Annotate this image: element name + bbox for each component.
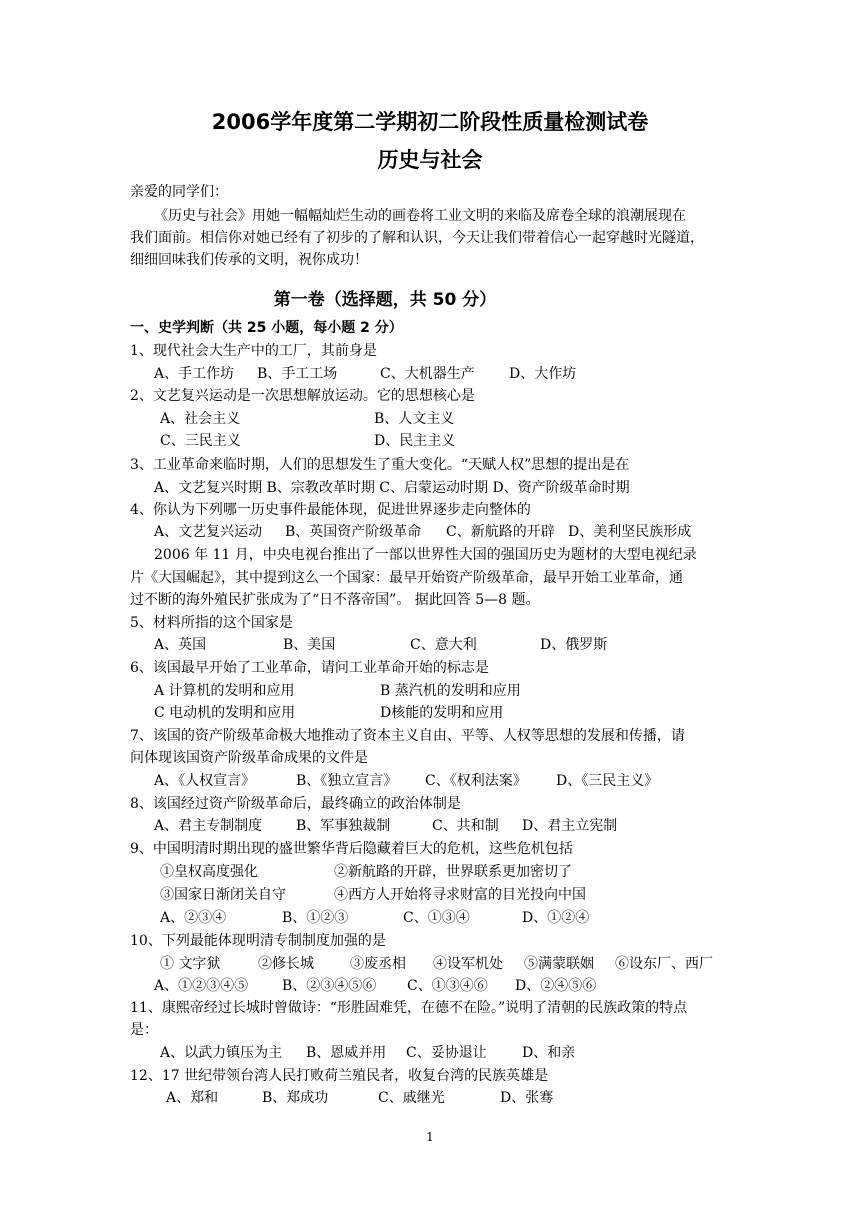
q4-stem: 4、你认为下列哪一历史事件最能体现，促进世界逐步走向整体的 bbox=[130, 502, 531, 518]
q8-option-d: D、君主立宪制 bbox=[522, 818, 618, 834]
material-line-1: 2006 年 11 月，中央电视台推出了一部以世界性大国的强国历史为题材的大型电视纪录 bbox=[154, 547, 697, 563]
subject-title: 历史与社会 bbox=[377, 148, 483, 172]
material-line-3: 过不断的海外殖民扩张成为了“日不落帝国”。 据此回答 5—8 题。 bbox=[130, 592, 540, 608]
q10-option-b: B、②③④⑤⑥ bbox=[282, 978, 377, 994]
q9-option-d: D、①②④ bbox=[522, 910, 590, 926]
q6-option-c: C 电动机的发明和应用 bbox=[154, 705, 296, 721]
q11-option-c: C、妥协退让 bbox=[406, 1045, 487, 1061]
q2-option-b: B、人文主义 bbox=[374, 411, 455, 427]
q3-stem: 3、工业革命来临时期，人们的思想发生了重大变化。“天赋人权”思想的提出是在 bbox=[130, 457, 630, 473]
q6-option-a: A 计算机的发明和应用 bbox=[154, 683, 295, 699]
q2-option-d: D、民主主义 bbox=[374, 433, 456, 449]
q10-item-5: ⑤满蒙联姻 bbox=[524, 956, 594, 972]
q7-option-c: C、《权利法案》 bbox=[425, 773, 527, 789]
q10-option-a: A、①②③④⑤ bbox=[154, 978, 249, 994]
q6-option-b: B 蒸汽机的发明和应用 bbox=[380, 683, 521, 699]
q10-item-1: ① 文字狱 bbox=[160, 956, 221, 972]
q10-item-3: ③废丞相 bbox=[350, 956, 406, 972]
q2-option-a: A、社会主义 bbox=[160, 411, 241, 427]
q2-stem: 2、文艺复兴运动是一次思想解放运动。它的思想核心是 bbox=[130, 388, 475, 404]
q9-item-2: ②新航路的开辟，世界联系更加密切了 bbox=[334, 864, 572, 880]
q1-option-b: B、手工工场 bbox=[257, 366, 338, 382]
q9-stem: 9、中国明清时期出现的盛世繁华背后隐藏着巨大的危机，这些危机包括 bbox=[130, 841, 573, 857]
q9-item-3: ③国家日渐闭关自守 bbox=[160, 887, 286, 903]
page-number: 1 bbox=[426, 1130, 434, 1144]
q8-option-b: B、军事独裁制 bbox=[296, 818, 391, 834]
q11-option-a: A、以武力镇压为主 bbox=[160, 1045, 283, 1061]
q6-stem: 6、该国最早开始了工业革命，请问工业革命开始的标志是 bbox=[130, 660, 489, 676]
q7-option-a: A、《人权宣言》 bbox=[154, 773, 256, 789]
intro-line-3: 细细回味我们传承的文明，祝你成功！ bbox=[130, 252, 368, 268]
q4-option-d: D、美利坚民族形成 bbox=[568, 524, 692, 540]
q8-stem: 8、该国经过资产阶级革命后，最终确立的政治体制是 bbox=[130, 796, 461, 812]
q10-item-2: ②修长城 bbox=[258, 956, 314, 972]
part-heading: 一、史学判断（共 25 小题，每小题 2 分） bbox=[130, 320, 403, 336]
q5-option-c: C、意大利 bbox=[410, 637, 477, 653]
q5-stem: 5、材料所指的这个国家是 bbox=[130, 615, 293, 631]
q12-option-d: D、张骞 bbox=[500, 1090, 554, 1106]
section-title: 第一卷（选择题，共 50 分） bbox=[273, 290, 497, 310]
q9-item-1: ①皇权高度强化 bbox=[160, 864, 258, 880]
intro-line-2: 我们面前。相信你对她已经有了初步的了解和认识，今天让我们带着信心一起穿越时光隧道， bbox=[130, 230, 704, 246]
q8-option-c: C、共和制 bbox=[432, 818, 499, 834]
q5-option-d: D、俄罗斯 bbox=[540, 637, 608, 653]
greeting: 亲爱的同学们： bbox=[130, 184, 228, 200]
q1-option-c: C、大机器生产 bbox=[380, 366, 475, 382]
q2-option-c: C、三民主义 bbox=[160, 433, 241, 449]
q4-option-b: B、英国资产阶级革命 bbox=[285, 524, 422, 540]
q10-option-c: C、①③④⑥ bbox=[407, 978, 488, 994]
q10-option-d: D、②④⑤⑥ bbox=[515, 978, 597, 994]
q1-option-a: A、手工作坊 bbox=[154, 366, 235, 382]
q5-option-a: A、英国 bbox=[154, 637, 207, 653]
q11-stem-line-1: 11、康熙帝经过长城时曾做诗：“形胜固难凭，在德不在险。”说明了清朝的民族政策的特点 bbox=[130, 1000, 688, 1016]
q11-option-d: D、和亲 bbox=[522, 1045, 576, 1061]
q7-stem-line-1: 7、该国的资产阶级革命极大地推动了资本主义自由、平等、人权等思想的发展和传播，请 bbox=[130, 728, 685, 744]
q10-stem: 10、下列最能体现明清专制制度加强的是 bbox=[130, 933, 386, 949]
q5-option-b: B、美国 bbox=[283, 637, 336, 653]
q1-stem: 1、现代社会大生产中的工厂，其前身是 bbox=[130, 343, 377, 359]
q9-option-a: A、②③④ bbox=[160, 910, 227, 926]
q7-stem-line-2: 问体现该国资产阶级革命成果的文件是 bbox=[130, 750, 368, 766]
q9-item-4: ④西方人开始将寻求财富的目光投向中国 bbox=[334, 887, 586, 903]
q11-stem-line-2: 是： bbox=[130, 1022, 158, 1038]
q10-item-6: ⑥设东厂、西厂 bbox=[615, 956, 713, 972]
q7-option-d: D、《三民主义》 bbox=[556, 773, 659, 789]
q6-option-d: D核能的发明和应用 bbox=[380, 705, 504, 721]
q12-option-a: A、郑和 bbox=[166, 1090, 219, 1106]
q8-option-a: A、君主专制制度 bbox=[154, 818, 263, 834]
q11-option-b: B、恩威并用 bbox=[306, 1045, 387, 1061]
q4-option-a: A、文艺复兴运动 bbox=[154, 524, 263, 540]
material-line-2: 片《大国崛起》，其中提到这么一个国家：最早开始资产阶级革命，最早开始工业革命，通 bbox=[130, 570, 683, 586]
intro-line-1: 《历史与社会》用她一幅幅灿烂生动的画卷将工业文明的来临及席卷全球的浪潮展现在 bbox=[154, 208, 686, 224]
q7-option-b: B、《独立宣言》 bbox=[296, 773, 398, 789]
exam-title: 2006学年度第二学期初二阶段性质量检测试卷 bbox=[211, 110, 649, 134]
q3-options: A、文艺复兴时期 B、宗教改革时期 C、启蒙运动时期 D、资产阶级革命时期 bbox=[154, 480, 630, 496]
q1-option-d: D、大作坊 bbox=[509, 366, 577, 382]
q10-item-4: ④设军机处 bbox=[433, 956, 503, 972]
q12-option-b: B、郑成功 bbox=[262, 1090, 329, 1106]
q12-option-c: C、戚继光 bbox=[378, 1090, 445, 1106]
q4-option-c: C、新航路的开辟 bbox=[446, 524, 555, 540]
q12-stem: 12、17 世纪带领台湾人民打败荷兰殖民者，收复台湾的民族英雄是 bbox=[130, 1068, 549, 1084]
q9-option-b: B、①②③ bbox=[282, 910, 349, 926]
q9-option-c: C、①③④ bbox=[403, 910, 470, 926]
